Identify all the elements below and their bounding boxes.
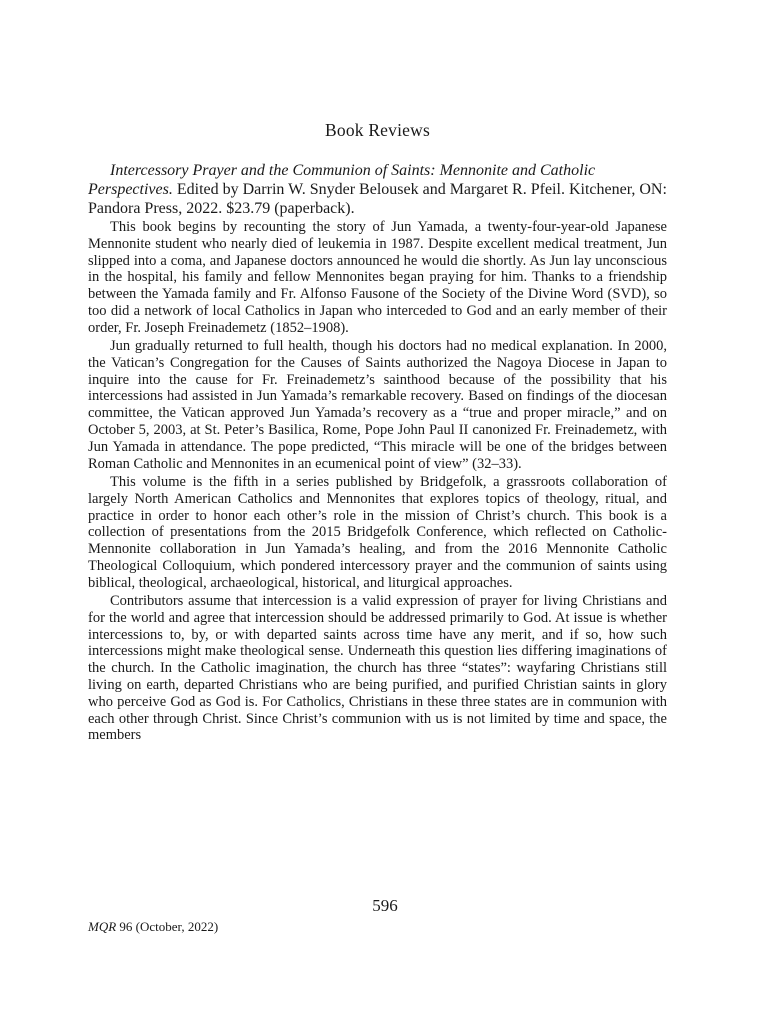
page-number: 596 xyxy=(372,896,398,915)
paragraph-2: Jun gradually returned to full health, though his doctors had no medical explanation. In 2000, the Vatican’s Congregation for the Causes of Saints authorized the Nagoya Diocese in Japan to inquire into the cause for Fr. Freinademetz’s sainthood because of the possibility that his intercessions had assisted in Jun Yamada’s remarkable recovery. Based on findings of the diocesan committee, the Vatican approved Jun Yamada’s recovery as a “true and proper miracle,” and on October 5, 2003, at St. Peter’s Basilica, Rome, Pope John Paul II canonized Fr. Freinademetz, with Jun Yamada in attendance. The pope predicted, “This miracle will be one of the bridges between Roman Catholic and Mennonites in an ecumenical point of view” (32–33). xyxy=(88,338,667,472)
book-details: Edited by Darrin W. Snyder Belousek and Margaret R. Pfeil. Kitchener, ON: Pandora Press, 2022. $23.79 (paperback). xyxy=(88,181,667,217)
book-citation xyxy=(88,161,668,218)
review-body xyxy=(88,219,667,746)
paragraph-4: Contributors assume that intercession is a valid expression of prayer for living Christians and for the world and agree that intercession should be addressed primarily to God. At issue is whether intercessions to, by, or with departed saints across time have any merit, and if so, how such intercessions might make theological sense. Underneath this question lies differing imaginations of the church. In the Catholic imagination, the church has three “states”: wayfaring Christians still living on earth, departed Christians who are being purified, and purified Christian saints in glory who perceive God as God is. For Catholics, Christians in these three states are in communion with each other through Christ. Since Christ’s communion with us is not limited by time and space, the members xyxy=(88,593,667,744)
section-title: Book Reviews xyxy=(325,120,430,140)
paragraph-1: This book begins by recounting the story of Jun Yamada, a twenty-four-year-old Japanese Mennonite student who nearly died of leukemia in 1987. Despite excellent medical treatment, Jun slipped into a coma, and Japanese doctors announced he would die shortly. As Jun lay unconscious in the hospital, his family and fellow Mennonites began praying for him. Thanks to a friendship between the Yamada family and Fr. Alfonso Fausone of the Society of the Divine Word (SVD), so too did a network of local Catholics in Japan who interceded to God and an early member of their order, Fr. Joseph Freinademetz (1852–1908). xyxy=(88,219,667,336)
book-title: Intercessory Prayer and the Communion of Saints: Mennonite and Catholic Perspectives. xyxy=(88,162,596,198)
journal-footer xyxy=(88,919,218,935)
paragraph-3: This volume is the fifth in a series published by Bridgefolk, a grassroots collaboration of largely North American Catholics and Mennonites that explores topics of theology, ritual, and practice in order to honor each other’s role in the mission of Christ’s church. This book is a collection of presentations from the 2015 Bridgefolk Conference, which reflected on Catholic-Mennonite collaboration in Jun Yamada’s healing, and from the 2016 Mennonite Catholic Theological Colloquium, which pondered intercessory prayer and the communion of saints using biblical, theological, archaeological, historical, and liturgical approaches. xyxy=(88,473,667,591)
journal-abbreviation: MQR xyxy=(88,919,117,934)
journal-issue: 96 (October, 2022) xyxy=(116,919,219,934)
